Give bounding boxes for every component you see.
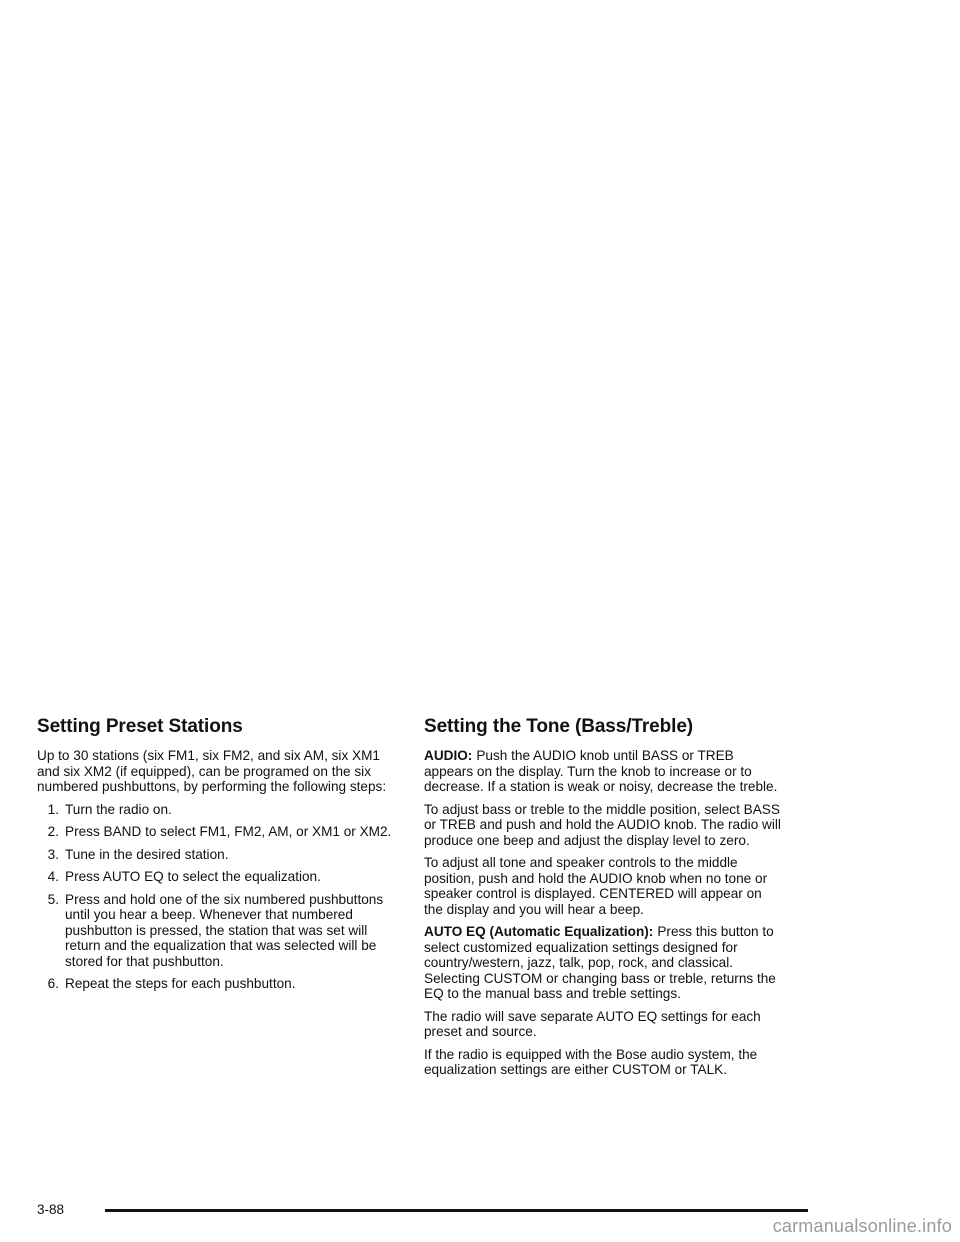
list-item: 5. Press and hold one of the six numbered pushbuttons until you hear a beep. Whenever that numbered pushbutton is pressed, the station that was set will return and the equalization that was selected will be stored for that pushbutton. — [47, 891, 384, 969]
page-number: 3-88 — [37, 1202, 65, 1217]
intro-paragraph: Up to 30 stations (six FM1, six FM2, and six AM, six XM1 and six XM2 (if equipped), can be programed on the six numbered pushbuttons, by performing the following steps: — [37, 748, 387, 794]
steps-list — [37, 802, 397, 992]
right-column — [424, 716, 784, 1085]
list-item: 1. Turn the radio on. — [47, 801, 172, 817]
list-item: 4. Press AUTO EQ to select the equalization. — [47, 869, 321, 884]
section-heading-tone: Setting the Tone (Bass/Treble) — [424, 716, 694, 737]
audio-lead: AUDIO: — [424, 748, 473, 763]
autoeq-lead: AUTO EQ (Automatic Equalization): — [424, 924, 654, 939]
autoeq-paragraph — [424, 924, 784, 1002]
centered-paragraph: To adjust all tone and speaker controls to the middle position, push and hold the AUDIO knob when no tone or speaker control is displayed. CENTERED will appear on the display and you will hear a beep. — [424, 855, 768, 917]
autoeq-text: Press this button to select customized equalization settings designed for country/western, jazz, talk, pop, rock, and classical. Selecting CUSTOM or changing bass or treble, returns the EQ to the manual bass and treble settings. — [424, 924, 776, 1001]
watermark: carmanualsonline.info — [772, 1216, 952, 1236]
list-item: 3. Tune in the desired station. — [47, 846, 229, 862]
list-item: 2. Press BAND to select FM1, FM2, AM, or XM1 or XM2. — [47, 824, 392, 839]
bass-treble-paragraph: To adjust bass or treble to the middle position, select BASS or TREB and push and hold the AUDIO knob. The radio will produce one beep and adjust the display level to zero. — [424, 801, 781, 848]
audio-text: Push the AUDIO knob until BASS or TREB appears on the display. Turn the knob to increase or to decrease. If a station is weak or noisy, decrease the treble. — [424, 748, 778, 794]
save-settings-paragraph: The radio will save separate AUTO EQ settings for each preset and source. — [424, 1008, 761, 1039]
audio-paragraph — [424, 748, 784, 795]
section-heading-preset: Setting Preset Stations — [37, 716, 243, 737]
footer-rule — [105, 1209, 808, 1212]
bose-paragraph: If the radio is equipped with the Bose audio system, the equalization settings are either CUSTOM or TALK. — [424, 1046, 758, 1077]
list-item: 6. Repeat the steps for each pushbutton. — [47, 976, 296, 991]
left-column — [37, 716, 397, 999]
